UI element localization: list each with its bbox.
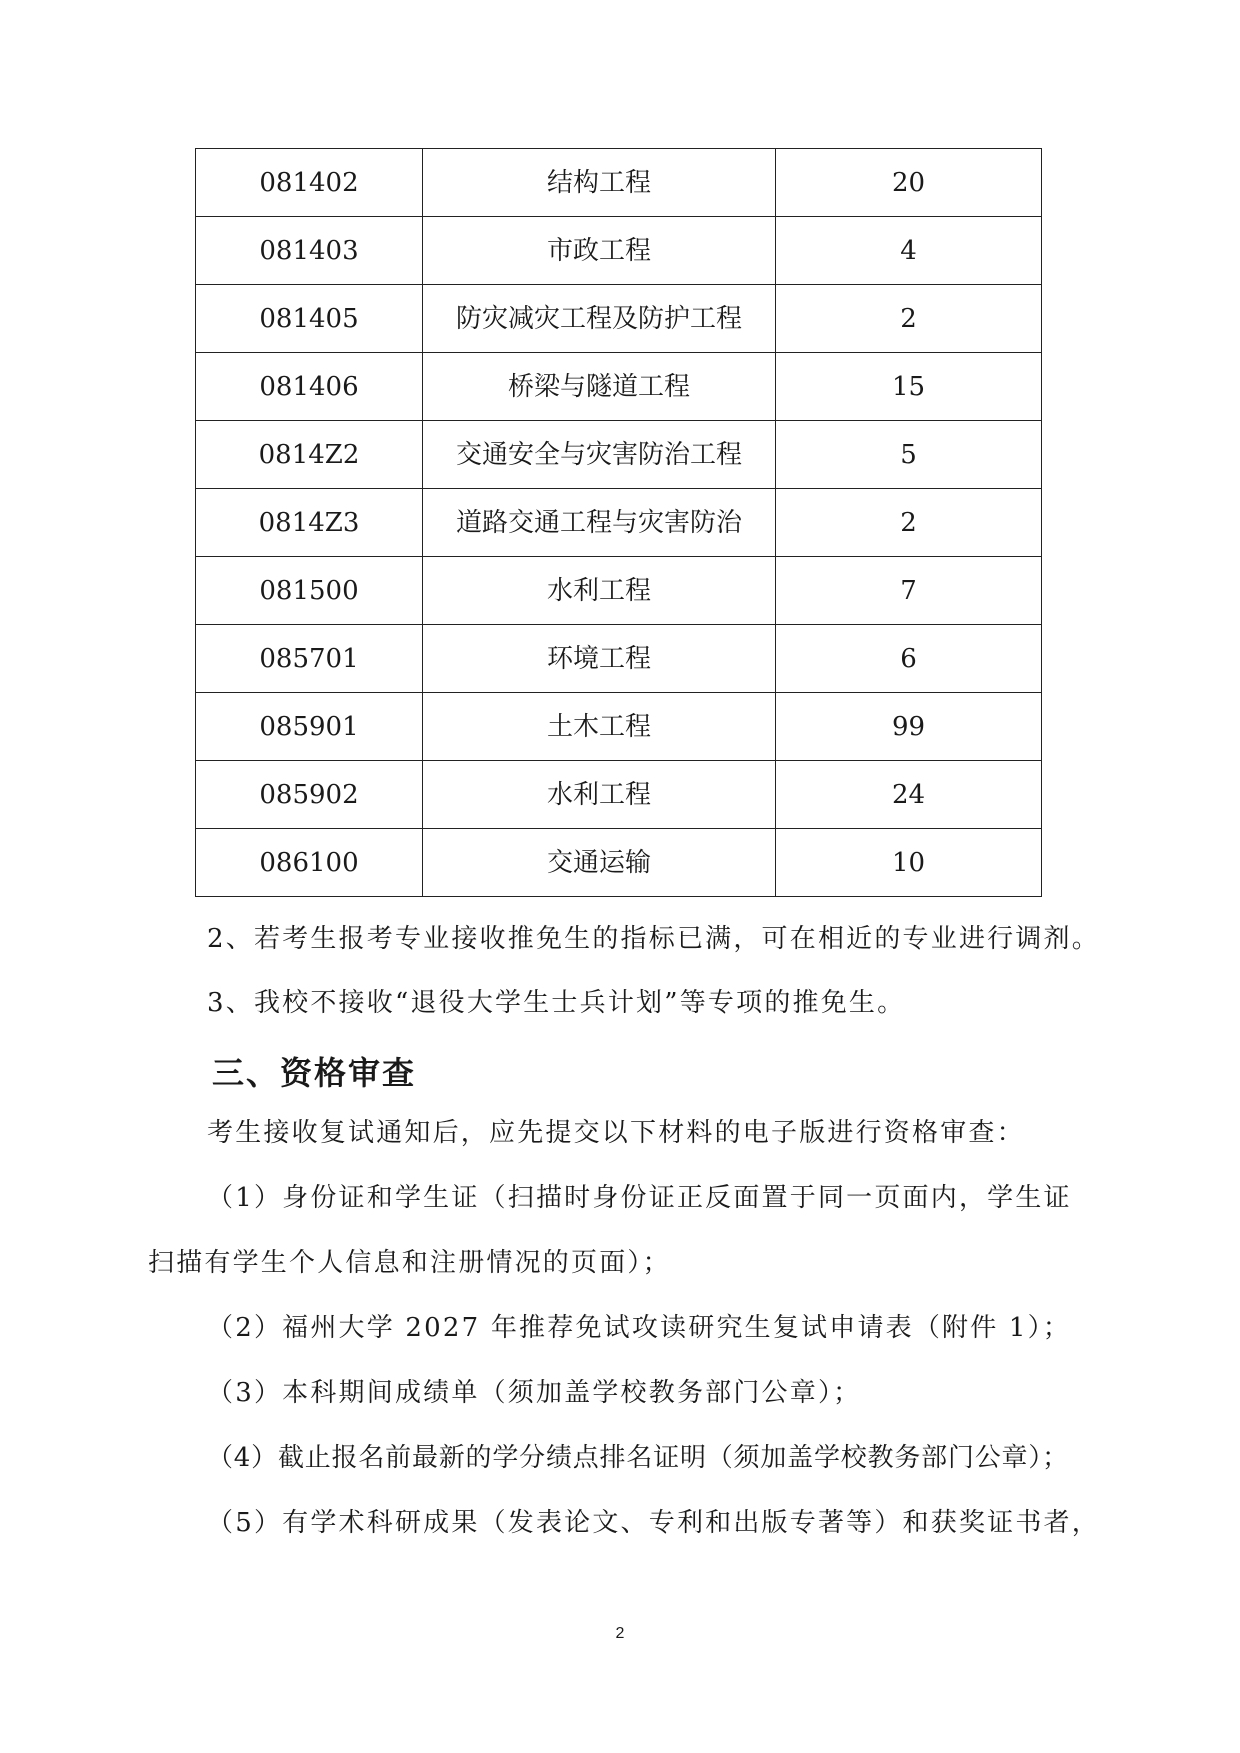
table-row bbox=[196, 217, 1042, 285]
table-row bbox=[196, 829, 1042, 897]
quota-count-cell: 99 bbox=[776, 693, 1042, 761]
section-heading: 三、资格审查 bbox=[212, 1054, 417, 1092]
quota-count-cell: 24 bbox=[776, 761, 1042, 829]
major-name-cell: 桥梁与隧道工程 bbox=[423, 353, 776, 421]
major-code-cell: 085902 bbox=[196, 761, 423, 829]
major-name-cell: 交通运输 bbox=[423, 829, 776, 897]
major-code-cell: 086100 bbox=[196, 829, 423, 897]
list-item-3: （3）本科期间成绩单（须加盖学校教务部门公章）； bbox=[207, 1378, 862, 1408]
list-item-2: （2）福州大学 2027 年推荐免试攻读研究生复试申请表（附件 1）； bbox=[207, 1313, 1072, 1343]
note-3: 3、我校不接收“退役大学生士兵计划”等专项的推免生。 bbox=[207, 988, 906, 1018]
quota-count-cell: 7 bbox=[776, 557, 1042, 625]
table-row bbox=[196, 421, 1042, 489]
major-code-cell: 081405 bbox=[196, 285, 423, 353]
major-code-cell: 0814Z2 bbox=[196, 421, 423, 489]
major-code-cell: 081500 bbox=[196, 557, 423, 625]
quota-count-cell: 6 bbox=[776, 625, 1042, 693]
major-name-cell: 土木工程 bbox=[423, 693, 776, 761]
major-name-cell: 交通安全与灾害防治工程 bbox=[423, 421, 776, 489]
quota-count-cell: 20 bbox=[776, 149, 1042, 217]
quota-count-cell: 2 bbox=[776, 489, 1042, 557]
major-name-cell: 市政工程 bbox=[423, 217, 776, 285]
page-number: 2 bbox=[615, 1625, 625, 1642]
major-name-cell: 水利工程 bbox=[423, 761, 776, 829]
table-row bbox=[196, 557, 1042, 625]
major-name-cell: 防灾减灾工程及防护工程 bbox=[423, 285, 776, 353]
section-intro: 考生接收复试通知后，应先提交以下材料的电子版进行资格审查： bbox=[207, 1118, 1025, 1148]
quota-count-cell: 4 bbox=[776, 217, 1042, 285]
quota-table-body bbox=[196, 149, 1042, 897]
quota-count-cell: 15 bbox=[776, 353, 1042, 421]
major-name-cell: 结构工程 bbox=[423, 149, 776, 217]
table-row bbox=[196, 285, 1042, 353]
table-row bbox=[196, 625, 1042, 693]
quota-count-cell: 10 bbox=[776, 829, 1042, 897]
major-name-cell: 水利工程 bbox=[423, 557, 776, 625]
list-item-4: （4）截止报名前最新的学分绩点排名证明（须加盖学校教务部门公章）； bbox=[207, 1443, 1069, 1473]
list-item-5: （5）有学术科研成果（发表论文、专利和出版专著等）和获奖证书者， bbox=[207, 1508, 1100, 1538]
major-name-cell: 环境工程 bbox=[423, 625, 776, 693]
major-code-cell: 0814Z3 bbox=[196, 489, 423, 557]
major-code-cell: 085901 bbox=[196, 693, 423, 761]
table-row bbox=[196, 353, 1042, 421]
table-row bbox=[196, 149, 1042, 217]
table-row bbox=[196, 693, 1042, 761]
major-code-cell: 081406 bbox=[196, 353, 423, 421]
major-code-cell: 081403 bbox=[196, 217, 423, 285]
major-code-cell: 081402 bbox=[196, 149, 423, 217]
note-2: 2、若考生报考专业接收推免生的指标已满，可在相近的专业进行调剂。 bbox=[207, 924, 1100, 954]
quota-count-cell: 2 bbox=[776, 285, 1042, 353]
table-row bbox=[196, 489, 1042, 557]
table-row bbox=[196, 761, 1042, 829]
list-item-1-line-2: 扫描有学生个人信息和注册情况的页面）； bbox=[148, 1248, 671, 1278]
quota-count-cell: 5 bbox=[776, 421, 1042, 489]
quota-table bbox=[195, 148, 1042, 897]
list-item-1-line-1: （1）身份证和学生证（扫描时身份证正反面置于同一页面内，学生证 bbox=[207, 1183, 1072, 1213]
major-code-cell: 085701 bbox=[196, 625, 423, 693]
major-name-cell: 道路交通工程与灾害防治 bbox=[423, 489, 776, 557]
